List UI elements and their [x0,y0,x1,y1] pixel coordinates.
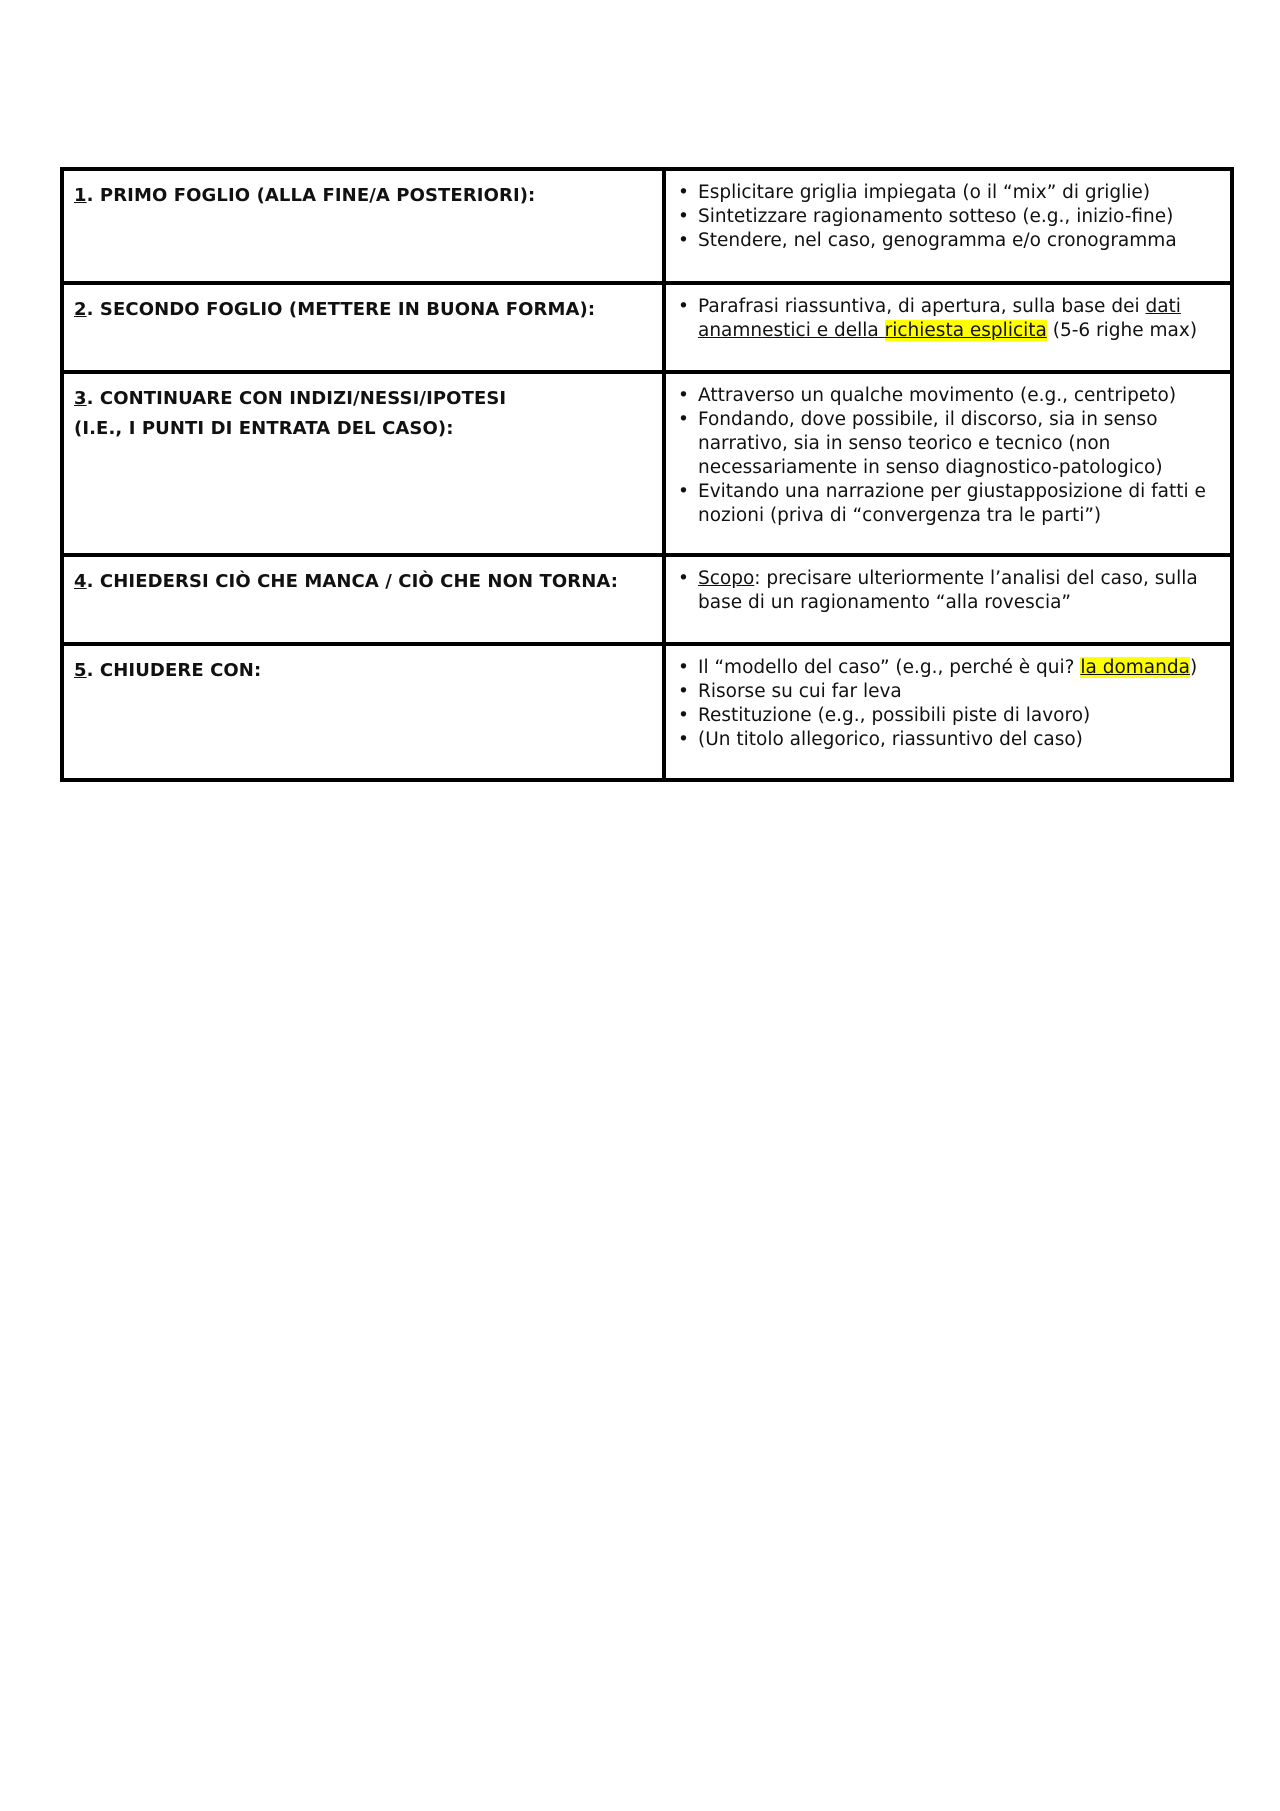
list-item: • Fondando, dove possibile, il discorso, sia in senso narrativo, sia in senso teorico e tecnico (non necessariamente in senso diagnostico-patologico) [676,408,1220,480]
row-5-bullets-cell [664,644,1232,780]
row-2-heading-cell [62,283,664,372]
row-4-bullets-cell [664,555,1232,644]
row-3-bullets-cell [664,372,1232,555]
highlighted-text: la domanda [1080,657,1190,678]
row-5-number: 5 [74,660,87,681]
row-4-heading: 4. CHIEDERSI CIÒ CHE MANCA / CIÒ CHE NON TORNA: [74,571,619,592]
list-item: • Il “modello del caso” (e.g., perché è qui? la domanda) [676,656,1220,680]
row-5-heading-cell [62,644,664,780]
row-5-bullet-list [676,656,1220,752]
guide-table [60,167,1234,782]
row-3-heading: 3. CONTINUARE CON INDIZI/NESSI/IPOTESI (I.E., I PUNTI DI ENTRATA DEL CASO): [74,388,507,439]
list-item: • Restituzione (e.g., possibili piste di lavoro) [676,704,1220,728]
row-4-bullet-list [676,567,1220,615]
highlighted-text: richiesta esplicita [884,320,1047,341]
row-2-bullets-cell [664,283,1232,372]
row-3-heading-cell [62,372,664,555]
table-row-4 [62,555,1232,644]
row-2-bullet-list [676,295,1220,343]
table-row-3 [62,372,1232,555]
list-item: • Scopo: precisare ulteriormente l’analisi del caso, sulla base di un ragionamento “alla rovescia” [676,567,1220,615]
row-2-number: 2 [74,299,87,320]
row-4-number: 4 [74,571,87,592]
list-item: • Attraverso un qualche movimento (e.g., centripeto) [676,384,1220,408]
underlined-text: Scopo [698,568,755,589]
row-5-heading: 5. CHIUDERE CON: [74,660,262,681]
row-4-heading-cell [62,555,664,644]
list-item: • Parafrasi riassuntiva, di apertura, sulla base dei dati anamnestici e della richiesta esplicita (5-6 righe max) [676,295,1220,343]
row-3-bullet-list [676,384,1220,528]
row-1-bullets-cell [664,169,1232,283]
list-item: • Risorse su cui far leva [676,680,1220,704]
table-row-5 [62,644,1232,780]
list-item: • Esplicitare griglia impiegata (o il “mix” di griglie) [676,181,1220,205]
row-1-number: 1 [74,185,87,206]
underlined-text: dati anamnestici e della [698,296,1181,341]
row-3-number: 3 [74,388,87,409]
list-item: • Evitando una narrazione per giustapposizione di fatti e nozioni (priva di “convergenza tra le parti”) [676,480,1220,528]
row-1-bullet-list [676,181,1220,253]
list-item: • Sintetizzare ragionamento sotteso (e.g., inizio-fine) [676,205,1220,229]
table-row-2 [62,283,1232,372]
list-item: • Stendere, nel caso, genogramma e/o cronogramma [676,229,1220,253]
table-row-1 [62,169,1232,283]
row-1-heading-cell [62,169,664,283]
row-1-heading: 1. PRIMO FOGLIO (ALLA FINE/A POSTERIORI): [74,185,536,206]
list-item: • (Un titolo allegorico, riassuntivo del caso) [676,728,1220,752]
row-2-heading: 2. SECONDO FOGLIO (METTERE IN BUONA FORMA): [74,299,596,320]
